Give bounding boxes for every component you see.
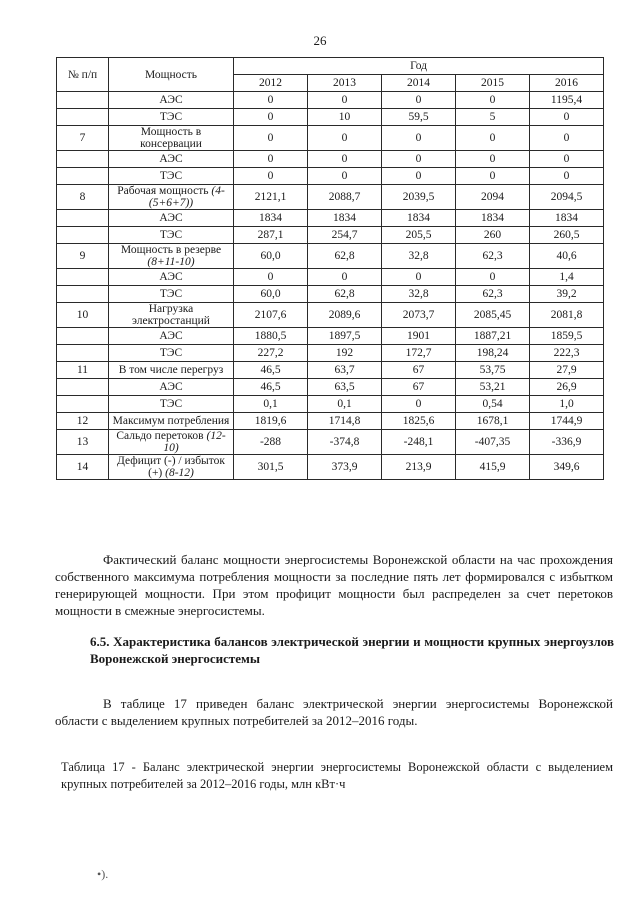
row-label-text: Мощность в консервации bbox=[140, 126, 202, 150]
row-label-text: АЭС bbox=[159, 153, 183, 165]
row-label-text: ТЭС bbox=[159, 111, 183, 123]
value-cell: 1714,8 bbox=[308, 413, 382, 430]
value-cell: 2121,1 bbox=[234, 185, 308, 210]
value-cell: 1887,21 bbox=[456, 328, 530, 345]
row-label bbox=[109, 92, 234, 109]
value-cell: 62,3 bbox=[456, 286, 530, 303]
value-cell: 198,24 bbox=[456, 345, 530, 362]
value-cell: 5 bbox=[456, 109, 530, 126]
value-cell: 0 bbox=[308, 92, 382, 109]
section-heading: 6.5. Характеристика балансов электрической энергии и мощности крупных энергоузлов Воронежской энергосистемы bbox=[90, 634, 614, 666]
row-label-text: Дефицит (-) / избыток (+) bbox=[117, 455, 225, 479]
value-cell: 1744,9 bbox=[530, 413, 604, 430]
table-caption: Таблица 17 - Баланс электрической энергии энергосистемы Воронежской области с выделением крупных потребителей за 2012–2016 годы, млн кВт·ч bbox=[61, 760, 613, 791]
table-row bbox=[57, 269, 604, 286]
value-cell: 0 bbox=[382, 126, 456, 151]
row-label bbox=[109, 379, 234, 396]
value-cell: 62,8 bbox=[308, 244, 382, 269]
value-cell: 63,7 bbox=[308, 362, 382, 379]
row-label-text: В том числе перегруз bbox=[118, 364, 224, 376]
value-cell: 0 bbox=[382, 151, 456, 168]
value-cell: 0 bbox=[308, 168, 382, 185]
row-number bbox=[57, 168, 109, 185]
row-formula: (4-(5+6+7)) bbox=[148, 185, 225, 209]
row-number bbox=[57, 328, 109, 345]
value-cell: 213,9 bbox=[382, 455, 456, 480]
value-cell: 2081,8 bbox=[530, 303, 604, 328]
row-number bbox=[57, 286, 109, 303]
row-label-text: Сальдо перетоков bbox=[116, 430, 204, 442]
value-cell: 1195,4 bbox=[530, 92, 604, 109]
page-number: 26 bbox=[313, 33, 327, 48]
table-row bbox=[57, 455, 604, 480]
value-cell: 53,75 bbox=[456, 362, 530, 379]
value-cell: 1901 bbox=[382, 328, 456, 345]
row-label bbox=[109, 227, 234, 244]
value-cell: 287,1 bbox=[234, 227, 308, 244]
row-label bbox=[109, 455, 234, 480]
value-cell: 0 bbox=[530, 151, 604, 168]
table-row bbox=[57, 286, 604, 303]
header-year-cell: 2016 bbox=[530, 75, 604, 92]
footer-mark: •). bbox=[97, 867, 109, 881]
row-label-text: АЭС bbox=[159, 212, 183, 224]
value-cell: 2094,5 bbox=[530, 185, 604, 210]
row-number bbox=[57, 345, 109, 362]
value-cell: 40,6 bbox=[530, 244, 604, 269]
row-label bbox=[109, 303, 234, 328]
value-cell: 0 bbox=[530, 168, 604, 185]
value-cell: 1834 bbox=[456, 210, 530, 227]
row-label-text: ТЭС bbox=[159, 229, 183, 241]
value-cell: 62,8 bbox=[308, 286, 382, 303]
row-number bbox=[57, 92, 109, 109]
row-number bbox=[57, 379, 109, 396]
row-label-text: Рабочая мощность bbox=[117, 185, 209, 197]
value-cell: 2094 bbox=[456, 185, 530, 210]
header-year-cell: 2012 bbox=[234, 75, 308, 92]
row-label bbox=[109, 126, 234, 151]
row-number: 14 bbox=[57, 455, 109, 480]
value-cell: -288 bbox=[234, 430, 308, 455]
balance-paragraph: Фактический баланс мощности энергосистемы Воронежской области на час прохождения собственного максимума потребления мощности за последние пять лет формировался с избытком генерирующей мощности. При этом профицит мощности был распределен за счет перетоков мощности в смежные энергосистемы. bbox=[55, 552, 613, 618]
value-cell: 1678,1 bbox=[456, 413, 530, 430]
value-cell: 0 bbox=[234, 109, 308, 126]
value-cell: 192 bbox=[308, 345, 382, 362]
value-cell: 1834 bbox=[530, 210, 604, 227]
value-cell: -374,8 bbox=[308, 430, 382, 455]
row-number bbox=[57, 109, 109, 126]
value-cell: 32,8 bbox=[382, 244, 456, 269]
value-cell: 60,0 bbox=[234, 244, 308, 269]
value-cell: 2039,5 bbox=[382, 185, 456, 210]
value-cell: 1834 bbox=[234, 210, 308, 227]
value-cell: 10 bbox=[308, 109, 382, 126]
table-row bbox=[57, 303, 604, 328]
row-number: 12 bbox=[57, 413, 109, 430]
table-row bbox=[57, 345, 604, 362]
row-number: 9 bbox=[57, 244, 109, 269]
value-cell: 39,2 bbox=[530, 286, 604, 303]
value-cell: 26,9 bbox=[530, 379, 604, 396]
row-number: 7 bbox=[57, 126, 109, 151]
row-label-text: Мощность в резерве bbox=[120, 244, 222, 256]
value-cell: 1,0 bbox=[530, 396, 604, 413]
value-cell: 227,2 bbox=[234, 345, 308, 362]
header-num: № п/п bbox=[57, 58, 109, 92]
value-cell: 2085,45 bbox=[456, 303, 530, 328]
value-cell: 0 bbox=[308, 126, 382, 151]
table-row bbox=[57, 430, 604, 455]
value-cell: 0 bbox=[456, 269, 530, 286]
value-cell: 0 bbox=[530, 126, 604, 151]
value-cell: 0,1 bbox=[234, 396, 308, 413]
value-cell: 2088,7 bbox=[308, 185, 382, 210]
row-number: 8 bbox=[57, 185, 109, 210]
value-cell: 222,3 bbox=[530, 345, 604, 362]
value-cell: 301,5 bbox=[234, 455, 308, 480]
row-formula: (8+11-10) bbox=[147, 256, 195, 268]
table-row bbox=[57, 227, 604, 244]
value-cell: 172,7 bbox=[382, 345, 456, 362]
value-cell: 2073,7 bbox=[382, 303, 456, 328]
table-row bbox=[57, 109, 604, 126]
row-label bbox=[109, 168, 234, 185]
table-row bbox=[57, 362, 604, 379]
header-year-cell: 2015 bbox=[456, 75, 530, 92]
row-label-text: ТЭС bbox=[159, 398, 183, 410]
row-label-text: ТЭС bbox=[159, 347, 183, 359]
value-cell: 46,5 bbox=[234, 362, 308, 379]
value-cell: 0 bbox=[234, 151, 308, 168]
value-cell: 0 bbox=[308, 269, 382, 286]
value-cell: 1834 bbox=[382, 210, 456, 227]
value-cell: 1,4 bbox=[530, 269, 604, 286]
row-label bbox=[109, 430, 234, 455]
row-label-text: Максимум потребления bbox=[112, 415, 230, 427]
table-row bbox=[57, 210, 604, 227]
value-cell: -248,1 bbox=[382, 430, 456, 455]
value-cell: 0 bbox=[456, 92, 530, 109]
row-label bbox=[109, 413, 234, 430]
row-label-text: АЭС bbox=[159, 94, 183, 106]
value-cell: 60,0 bbox=[234, 286, 308, 303]
value-cell: 415,9 bbox=[456, 455, 530, 480]
row-number: 11 bbox=[57, 362, 109, 379]
row-number: 13 bbox=[57, 430, 109, 455]
row-formula: (12-10) bbox=[163, 430, 226, 454]
row-label bbox=[109, 362, 234, 379]
row-label bbox=[109, 210, 234, 227]
row-label-text: АЭС bbox=[159, 330, 183, 342]
value-cell: 1825,6 bbox=[382, 413, 456, 430]
table-row bbox=[57, 328, 604, 345]
value-cell: 0 bbox=[234, 126, 308, 151]
value-cell: 349,6 bbox=[530, 455, 604, 480]
value-cell: 67 bbox=[382, 362, 456, 379]
row-label bbox=[109, 396, 234, 413]
row-formula: (8-12) bbox=[165, 467, 194, 479]
value-cell: 67 bbox=[382, 379, 456, 396]
value-cell: 0 bbox=[382, 92, 456, 109]
value-cell: 0 bbox=[456, 151, 530, 168]
power-balance-table bbox=[56, 57, 604, 480]
value-cell: 63,5 bbox=[308, 379, 382, 396]
table-row bbox=[57, 396, 604, 413]
row-label bbox=[109, 151, 234, 168]
value-cell: 260,5 bbox=[530, 227, 604, 244]
value-cell: 254,7 bbox=[308, 227, 382, 244]
table-row bbox=[57, 244, 604, 269]
table-row bbox=[57, 168, 604, 185]
value-cell: 62,3 bbox=[456, 244, 530, 269]
value-cell: -336,9 bbox=[530, 430, 604, 455]
table-intro-paragraph: В таблице 17 приведен баланс электрической энергии энергосистемы Воронежской области с выделением крупных потребителей за 2012–2016 годы. bbox=[55, 696, 613, 728]
value-cell: 27,9 bbox=[530, 362, 604, 379]
row-label bbox=[109, 269, 234, 286]
value-cell: 0 bbox=[530, 109, 604, 126]
value-cell: 0 bbox=[456, 168, 530, 185]
value-cell: 1880,5 bbox=[234, 328, 308, 345]
value-cell: 260 bbox=[456, 227, 530, 244]
value-cell: 0 bbox=[234, 92, 308, 109]
row-number bbox=[57, 227, 109, 244]
table-row bbox=[57, 92, 604, 109]
value-cell: 32,8 bbox=[382, 286, 456, 303]
table-row bbox=[57, 126, 604, 151]
header-power: Мощность bbox=[109, 58, 234, 92]
value-cell: 1897,5 bbox=[308, 328, 382, 345]
row-number bbox=[57, 396, 109, 413]
row-label-text: ТЭС bbox=[159, 288, 183, 300]
value-cell: 1859,5 bbox=[530, 328, 604, 345]
value-cell: 0 bbox=[382, 269, 456, 286]
table-row bbox=[57, 185, 604, 210]
header-year-cell: 2014 bbox=[382, 75, 456, 92]
value-cell: 53,21 bbox=[456, 379, 530, 396]
header-year-cell: 2013 bbox=[308, 75, 382, 92]
row-number: 10 bbox=[57, 303, 109, 328]
value-cell: 46,5 bbox=[234, 379, 308, 396]
table-body bbox=[57, 92, 604, 480]
row-label-text: ТЭС bbox=[159, 170, 183, 182]
row-label-text: АЭС bbox=[159, 271, 183, 283]
value-cell: 1834 bbox=[308, 210, 382, 227]
row-label-text: АЭС bbox=[159, 381, 183, 393]
value-cell: 0,1 bbox=[308, 396, 382, 413]
value-cell: 2107,6 bbox=[234, 303, 308, 328]
value-cell: 373,9 bbox=[308, 455, 382, 480]
table-row bbox=[57, 413, 604, 430]
row-label bbox=[109, 345, 234, 362]
table-row bbox=[57, 151, 604, 168]
value-cell: -407,35 bbox=[456, 430, 530, 455]
header-year: Год bbox=[234, 58, 604, 75]
value-cell: 1819,6 bbox=[234, 413, 308, 430]
value-cell: 0 bbox=[308, 151, 382, 168]
row-label bbox=[109, 286, 234, 303]
table-row bbox=[57, 379, 604, 396]
value-cell: 0 bbox=[234, 269, 308, 286]
value-cell: 0 bbox=[382, 396, 456, 413]
row-number bbox=[57, 151, 109, 168]
row-label-text: Нагрузка электростанций bbox=[132, 303, 210, 327]
value-cell: 205,5 bbox=[382, 227, 456, 244]
value-cell: 0 bbox=[382, 168, 456, 185]
value-cell: 0 bbox=[234, 168, 308, 185]
row-number bbox=[57, 210, 109, 227]
row-label bbox=[109, 185, 234, 210]
table-header-row bbox=[57, 58, 604, 75]
row-number bbox=[57, 269, 109, 286]
value-cell: 59,5 bbox=[382, 109, 456, 126]
value-cell: 0 bbox=[456, 126, 530, 151]
row-label bbox=[109, 244, 234, 269]
row-label bbox=[109, 328, 234, 345]
row-label bbox=[109, 109, 234, 126]
value-cell: 2089,6 bbox=[308, 303, 382, 328]
value-cell: 0,54 bbox=[456, 396, 530, 413]
